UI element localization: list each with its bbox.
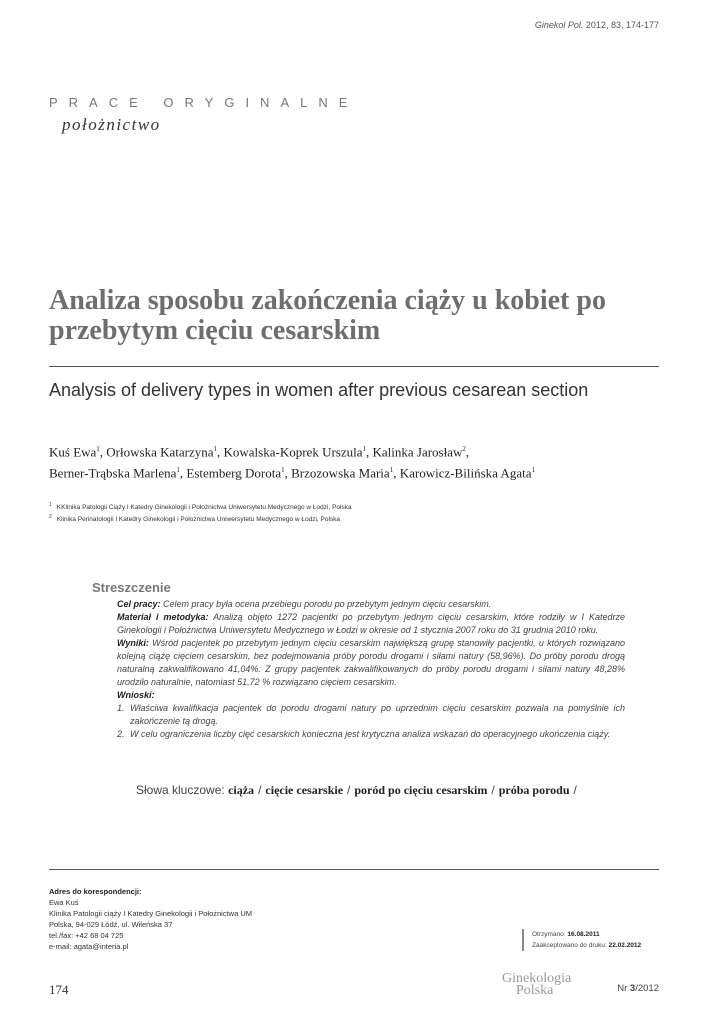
accepted-value: 22.02.2012 (608, 942, 642, 949)
author-name: Kowalska-Koprek Urszula (223, 444, 363, 460)
issue-year: /2012 (635, 983, 659, 994)
title-divider (49, 366, 659, 367)
author-name: Brzozowska Maria (291, 465, 390, 481)
received-label: Otrzymano: (532, 931, 566, 938)
author-line (49, 461, 669, 482)
received-value: 16.08.2011 (567, 931, 600, 938)
author-affiliation-ref: 1 (531, 466, 535, 475)
author-name: Berner-Trąbska Marlena (49, 465, 177, 481)
keywords-label: Słowa kluczowe: (136, 783, 225, 797)
conclusion-text: W celu ograniczenia liczby cięć cesarskich konieczna jest krytyczna analiza wskazań do operacyjnego ukończenia ciąży. (130, 729, 611, 739)
author-line (49, 440, 669, 461)
keyword: próba porodu (498, 783, 570, 797)
section-sublabel: położnictwo (62, 115, 161, 134)
abstract-conclusions (117, 689, 625, 702)
keyword: cięcie cesarskie (265, 783, 344, 797)
conclusion-item (117, 728, 625, 741)
keywords (136, 783, 581, 798)
section-label: PRACE ORYGINALNE (49, 95, 359, 110)
author-name: Karowicz-Bilińska Agata (399, 465, 532, 481)
correspondence-address (49, 886, 252, 952)
article-title-polish: Analiza sposobu zakończenia ciąży u kobiet po przebytym cięciu cesarskim (49, 285, 606, 346)
author-separator: , (465, 444, 470, 460)
affiliation-number: 2 (49, 514, 52, 520)
article-title-english: Analysis of delivery types in women after previous cesarean section (49, 380, 589, 400)
accepted-label: Zaakceptowano do druku: (532, 942, 607, 949)
author-separator: , (217, 444, 224, 460)
page-number: 174 (49, 982, 69, 997)
journal-citation (535, 20, 659, 30)
keyword: poród po cięciu cesarskim (354, 783, 488, 797)
author-separator: , (99, 444, 107, 460)
logo-line-2: Polska (516, 983, 554, 998)
author-separator: , (393, 465, 400, 481)
author-affiliation-ref: 1 (281, 466, 285, 475)
issue-number (617, 983, 659, 994)
affiliation-text: Klinika Perinatologii I Katedry Ginekologii i Położnictwa Uniwersytetu Medycznego w Łodzi, Polska (56, 516, 341, 524)
affiliation-1 (49, 502, 352, 511)
abstract-results (117, 637, 625, 689)
correspondence-line: Ewa Kuś (49, 898, 79, 907)
author-separator: , (179, 465, 187, 481)
abstract-results-label: Wyniki: (117, 638, 149, 648)
author-name: Kalinka Jarosław (372, 444, 463, 460)
affiliation-text: KKlinika Patologii Ciąży I Katedry Ginekologii i Położnictwa Uniwersytetu Medycznego w Łodzi, Polska (56, 504, 352, 512)
author-separator: , (284, 465, 292, 481)
author-affiliation-ref: 1 (362, 445, 366, 453)
conclusions-list (117, 702, 625, 741)
logo-line-1: Ginekologia (502, 971, 572, 986)
abstract-body (117, 598, 625, 741)
abstract-methods-text: Analizą objęto 1272 pacjentki po przebytym jednym cięciu cesarskim, które rodziły w I Katedrze Ginekologii i Położnictwa Uniwersytetu Medycznego w Łodzi w okresie od 1 stycznia 2007 roku do 31 grudnia 2010 roku. (117, 612, 625, 635)
author-affiliation-ref: 2 (462, 445, 466, 453)
author-affiliation-ref: 1 (389, 466, 394, 475)
author-affiliation-ref: 1 (176, 466, 180, 475)
keyword-separator: / (258, 783, 262, 797)
keyword: ciąża (228, 783, 255, 797)
abstract-results-text: Wśród pacjentek po przebytym jednym cięciu cesarskim największą grupę stanowiły pacjentki, u których rozwiązano kolejną ciążę cięciem cesarskim, bez podejmowania próby porodu drogami i siłami natury (58,96%). Do próby porodu drogą naturalną zakwalifikowano 41,04%. Z grupy pacjentek zakwalifikowanych do próby porodu drogami i siłami natury 48,28% urodziło naturalnie, natomiast 51,72 % rozwiązano cięciem cesarskim. (117, 638, 625, 687)
footer-divider (49, 869, 659, 870)
correspondence-line: Klinika Patologii ciąży I Katedry Ginekologii i Położnictwa UM (49, 909, 253, 918)
submission-dates (522, 929, 641, 951)
conclusion-item (117, 702, 625, 728)
conclusion-text: Właściwa kwalifikacja pacjentek do porodu drogami natury po uprzednim cięciu cesarskim pozwala na pomyślnie ich zakończenie tą drogą. (130, 703, 625, 726)
correspondence-heading: Adres do korespondencji: (49, 887, 142, 896)
affiliation-2 (49, 514, 340, 523)
keyword-separator: / (573, 783, 577, 797)
issue-prefix: Nr (617, 983, 628, 994)
accepted-date (532, 940, 641, 951)
author-affiliation-ref: 1 (213, 445, 218, 453)
author-separator: , (366, 444, 373, 460)
author-name: Kuś Ewa (49, 444, 97, 460)
journal-volume-pages: 2012, 83, 174-177 (585, 20, 659, 30)
received-date (532, 929, 641, 940)
author-affiliation-ref: 1 (96, 445, 100, 453)
keyword-separator: / (347, 783, 351, 797)
abstract-aim-label: Cel pracy: (117, 599, 161, 609)
correspondence-line: Polska, 94-029 Łódź, ul. Wileńska 37 (49, 920, 173, 929)
issue-num: 3 (629, 983, 636, 994)
author-name: Estemberg Dorota (186, 465, 282, 481)
conclusion-number: 1. (117, 703, 125, 713)
keyword-separator: / (491, 783, 495, 797)
abstract-conclusions-label: Wnioski: (117, 690, 155, 700)
author-list (49, 440, 669, 483)
author-name: Orłowska Katarzyna (106, 444, 214, 460)
abstract-heading: Streszczenie (92, 580, 171, 595)
abstract-methods-label: Materiał i metodyka: (117, 612, 209, 622)
correspondence-line: tel./fax: +42 68 04 725 (49, 931, 124, 940)
affiliation-number: 1 (49, 502, 52, 508)
correspondence-email: e-mail: agata@interia.pl (49, 942, 129, 951)
conclusion-number: 2. (117, 729, 125, 739)
journal-logo (502, 973, 571, 997)
journal-name: Ginekol Pol. (534, 20, 584, 30)
abstract-methods (117, 611, 625, 637)
abstract-aim (117, 598, 625, 611)
abstract-aim-text: Celem pracy była ocena przebiegu porodu po przebytym jednym cięciu cesarskim. (163, 599, 492, 609)
